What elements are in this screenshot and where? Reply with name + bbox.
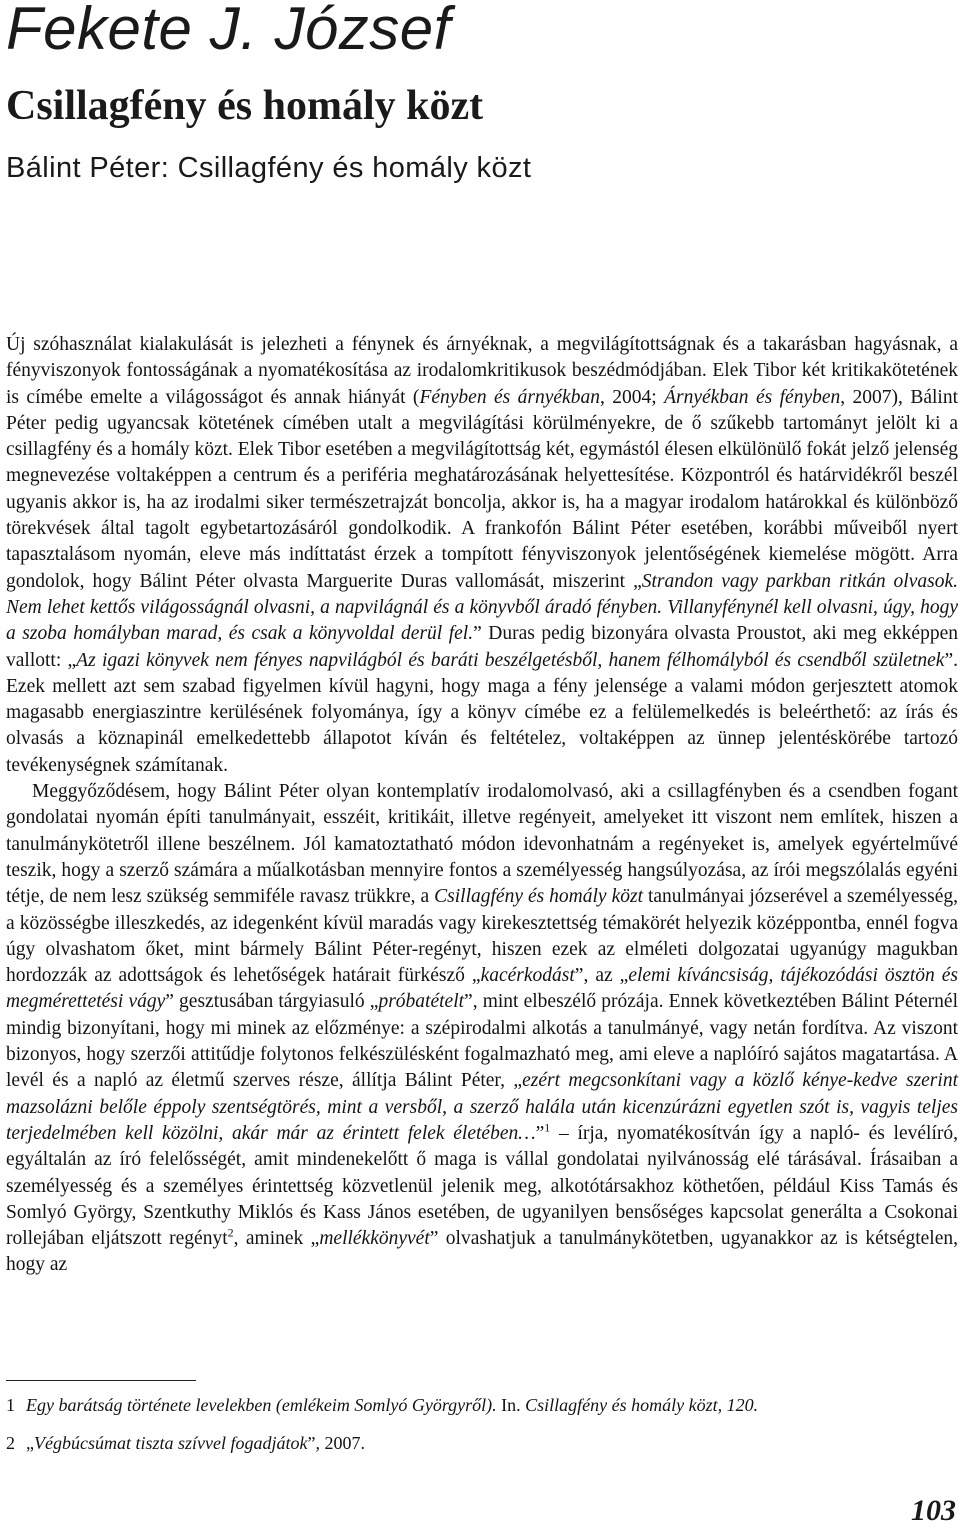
- text-run: ” Duras pedig bizonyára olvasta Proustot, aki meg ekképpen vallott: „: [6, 623, 958, 671]
- text-run: In.: [496, 1395, 526, 1415]
- italic-text-run: Strandon vagy parkban ritkán olvasok. Nem lehet kettős világosságnál olvasni, a napvilágnál és a könyvből áradó fényben. Villanyfénynél kell olvasni, úgy, hogy a szoba homályban marad, és csak a könyvoldal derül fel.: [6, 570, 958, 645]
- italic-text-run: kacérkodást: [480, 965, 575, 987]
- body-paragraph: [6, 332, 958, 779]
- footnote-reference: 1: [544, 1120, 551, 1135]
- text-run: , 2004;: [599, 386, 665, 408]
- text-run: Új szóhasználat kialakulását is jelezheti a fénynek és árnyéknak, a megvilágítottságnak és a takarásban hagyásnak, a fényviszonyok fontosságának a nyomatékosítása az irodalomkritikusok beszédmódjában. Elek Tibor két kritikakötetének is címébe emelte a világosságot és annak hiányát (: [6, 334, 958, 408]
- italic-text-run: Csillagfény és homály közt: [434, 886, 643, 908]
- italic-text-run: elemi kíváncsiság, tájékozódási ösztön és megmérettetési vágy: [6, 965, 958, 1013]
- text-run: ”, az „: [574, 965, 629, 987]
- text-run: ”. Ezek mellett azt sem szabad figyelmen kívül hagyni, hogy maga a fény jelensége a valami módon gerjesztett atomok magasabb energiaszintre kerülésének folyománya, így a könyv címébe ez a felülemelkedés is beleérthető: az írás és olvasás a köznapinál emelkedettebb állapotot kíván és feltételez, voltaképpen az ünnep jelentéskörébe tartozó tevékenységnek számítanak.: [6, 649, 958, 776]
- italic-text-run: Csillagfény és homály közt, 120.: [525, 1395, 759, 1415]
- article-subtitle: Bálint Péter: Csillagfény és homály közt: [6, 152, 532, 184]
- text-run: ” gesztusában tárgyiasuló „: [165, 991, 379, 1013]
- author-name: Fekete J. József: [6, 0, 451, 62]
- article-title: Csillagfény és homály közt: [6, 83, 484, 129]
- footnote-reference: 2: [227, 1225, 234, 1240]
- italic-text-run: próbatételt: [378, 991, 465, 1013]
- body-paragraph: [6, 779, 958, 1279]
- text-run: – írja, nyomatékosítván így a napló- és levélíró, egyáltalán az író felelősségét, amit mindenekelőtt ő maga is vállal gondolatai nyilvánosság elé tárásával. Írásaiban a személyesség és a személyes érintettség közvetlenül jelenik meg, alkotótársakhoz köthetően, például Kiss Tamás és Somlyó György, Szentkuthy Miklós és Kass János esetében, de ugyanilyen bensőséges kapcsolat generálta a Csokonai rollejában eljátszott regényt: [6, 1122, 958, 1250]
- text-run: Meggyőződésem, hogy Bálint Péter olyan kontemplatív irodalomolvasó, aki a csillagfényben és a csendben fogant gondolatai nyomán építi tanulmányait, esszéit, kritikáit, illetve regényeit, amelyeket itt viszont nem említek, hiszen a tanulmánykötetről illene beszélnem. Jól kamatoztatható módon idevonhatnám a regényeket is, amelyek egyértelművé teszik, hogy a szerző számára a műalkotásban mennyire fontos a személyesség hangsúlyozása, az írói megszólalás egyéni tétje, de nem lesz szükség semmiféle ravasz trükkre, a: [6, 781, 958, 908]
- text-run: , 2007), Bálint Péter pedig ugyancsak kötetének címében utalt a megvilágítási körülményekre, de ő szűkebb tartományt jelölt ki a csillagfény és a homály közt. Elek Tibor esetében a megvilágítottság két, egymástól élesen elkülönülő fokát jelző jelenség megnevezése voltaképpen a centrum és a periféria meghatározásának helyettesítése. Központról és határvidékről beszél ugyanis akkor is, ha az irodalmi siker természetrajzát boncolja, akkor is, ha a magyar irodalom határokkal és különböző törekvések által tagolt egybetartozásáról gondolkodik. A frankofón Bálint Péter esetében, korábbi műveiből nyert tapasztalásom nyomán, eleve más indíttatást érzek a tompított fényviszonyok jelentőségének kiemelése mögött. Arra gondolok, hogy Bálint Péter olvasta Marguerite Duras vallomását, miszerint „: [6, 386, 958, 592]
- page-number: 103: [911, 1494, 956, 1527]
- footnote-divider: [6, 1380, 196, 1381]
- text-run: „: [26, 1433, 34, 1453]
- text-run: ” olvashatjuk a tanulmánykötetben, ugyanakkor az is kétségtelen, hogy az: [6, 1228, 958, 1276]
- italic-text-run: Végbúcsúmat tiszta szívvel fogadjátok: [34, 1433, 308, 1453]
- text-run: tanulmányai józserével a személyesség, a közösségbe illeszkedés, az idegenként kívül maradás vagy kirekesztettség témakörét helyezik középpontba, ennél fogva úgy olvashatom őket, mint bármely Bálint Péter-regényt, hiszen ezek az elméleti dolgozatai ugyanúgy magukban hordozzák az adottságok és lehetőségek határait fürkésző „: [6, 886, 958, 987]
- italic-text-run: Árnyékban és fényben: [664, 386, 841, 408]
- italic-text-run: mellékkönyvét: [319, 1228, 430, 1250]
- text-run: , aminek „: [233, 1228, 320, 1250]
- footnote-number: 2: [6, 1433, 15, 1453]
- italic-text-run: Egy barátság története levelekben (emlékeim Somlyó Györgyről).: [26, 1395, 497, 1415]
- footnote-number: 1: [6, 1395, 15, 1415]
- footnote-item: [6, 1392, 946, 1418]
- text-run: ”, 2007.: [307, 1433, 365, 1453]
- footnotes: [6, 1392, 946, 1468]
- article-body: [6, 332, 958, 1279]
- italic-text-run: ezért megcsonkítani vagy a közlő kénye-kedve szerint mazsolázni belőle éppoly szentségtörés, mint a versből, a szerző halála után kicenzúrázni egyetlen szót is, vagyis teljes terjedelmében kell közölni, akár már az érintett felek életében…: [6, 1070, 958, 1144]
- footnote-item: [6, 1430, 946, 1456]
- text-run: ”: [535, 1122, 545, 1144]
- text-run: ”, mint elbeszélő prózája. Ennek következtében Bálint Péternél mindig bizonyítani, hogy mi minek az előzménye: a szépirodalmi alkotás a tanulmányé, vagy netán fordítva. Az viszont bizonyos, hogy szerzői attitűdje folytonos felkészülésként fogalmazható meg, ami eleve a naplóíró sajátos magatartása. A levél és a napló az életmű szerves része, állítja Bálint Péter, „: [6, 991, 959, 1092]
- italic-text-run: Az igazi könyvek nem fényes napvilágból és baráti beszélgetésből, hanem félhomályból és csendből születnek: [76, 649, 945, 671]
- italic-text-run: Fényben és árnyékban: [419, 386, 600, 408]
